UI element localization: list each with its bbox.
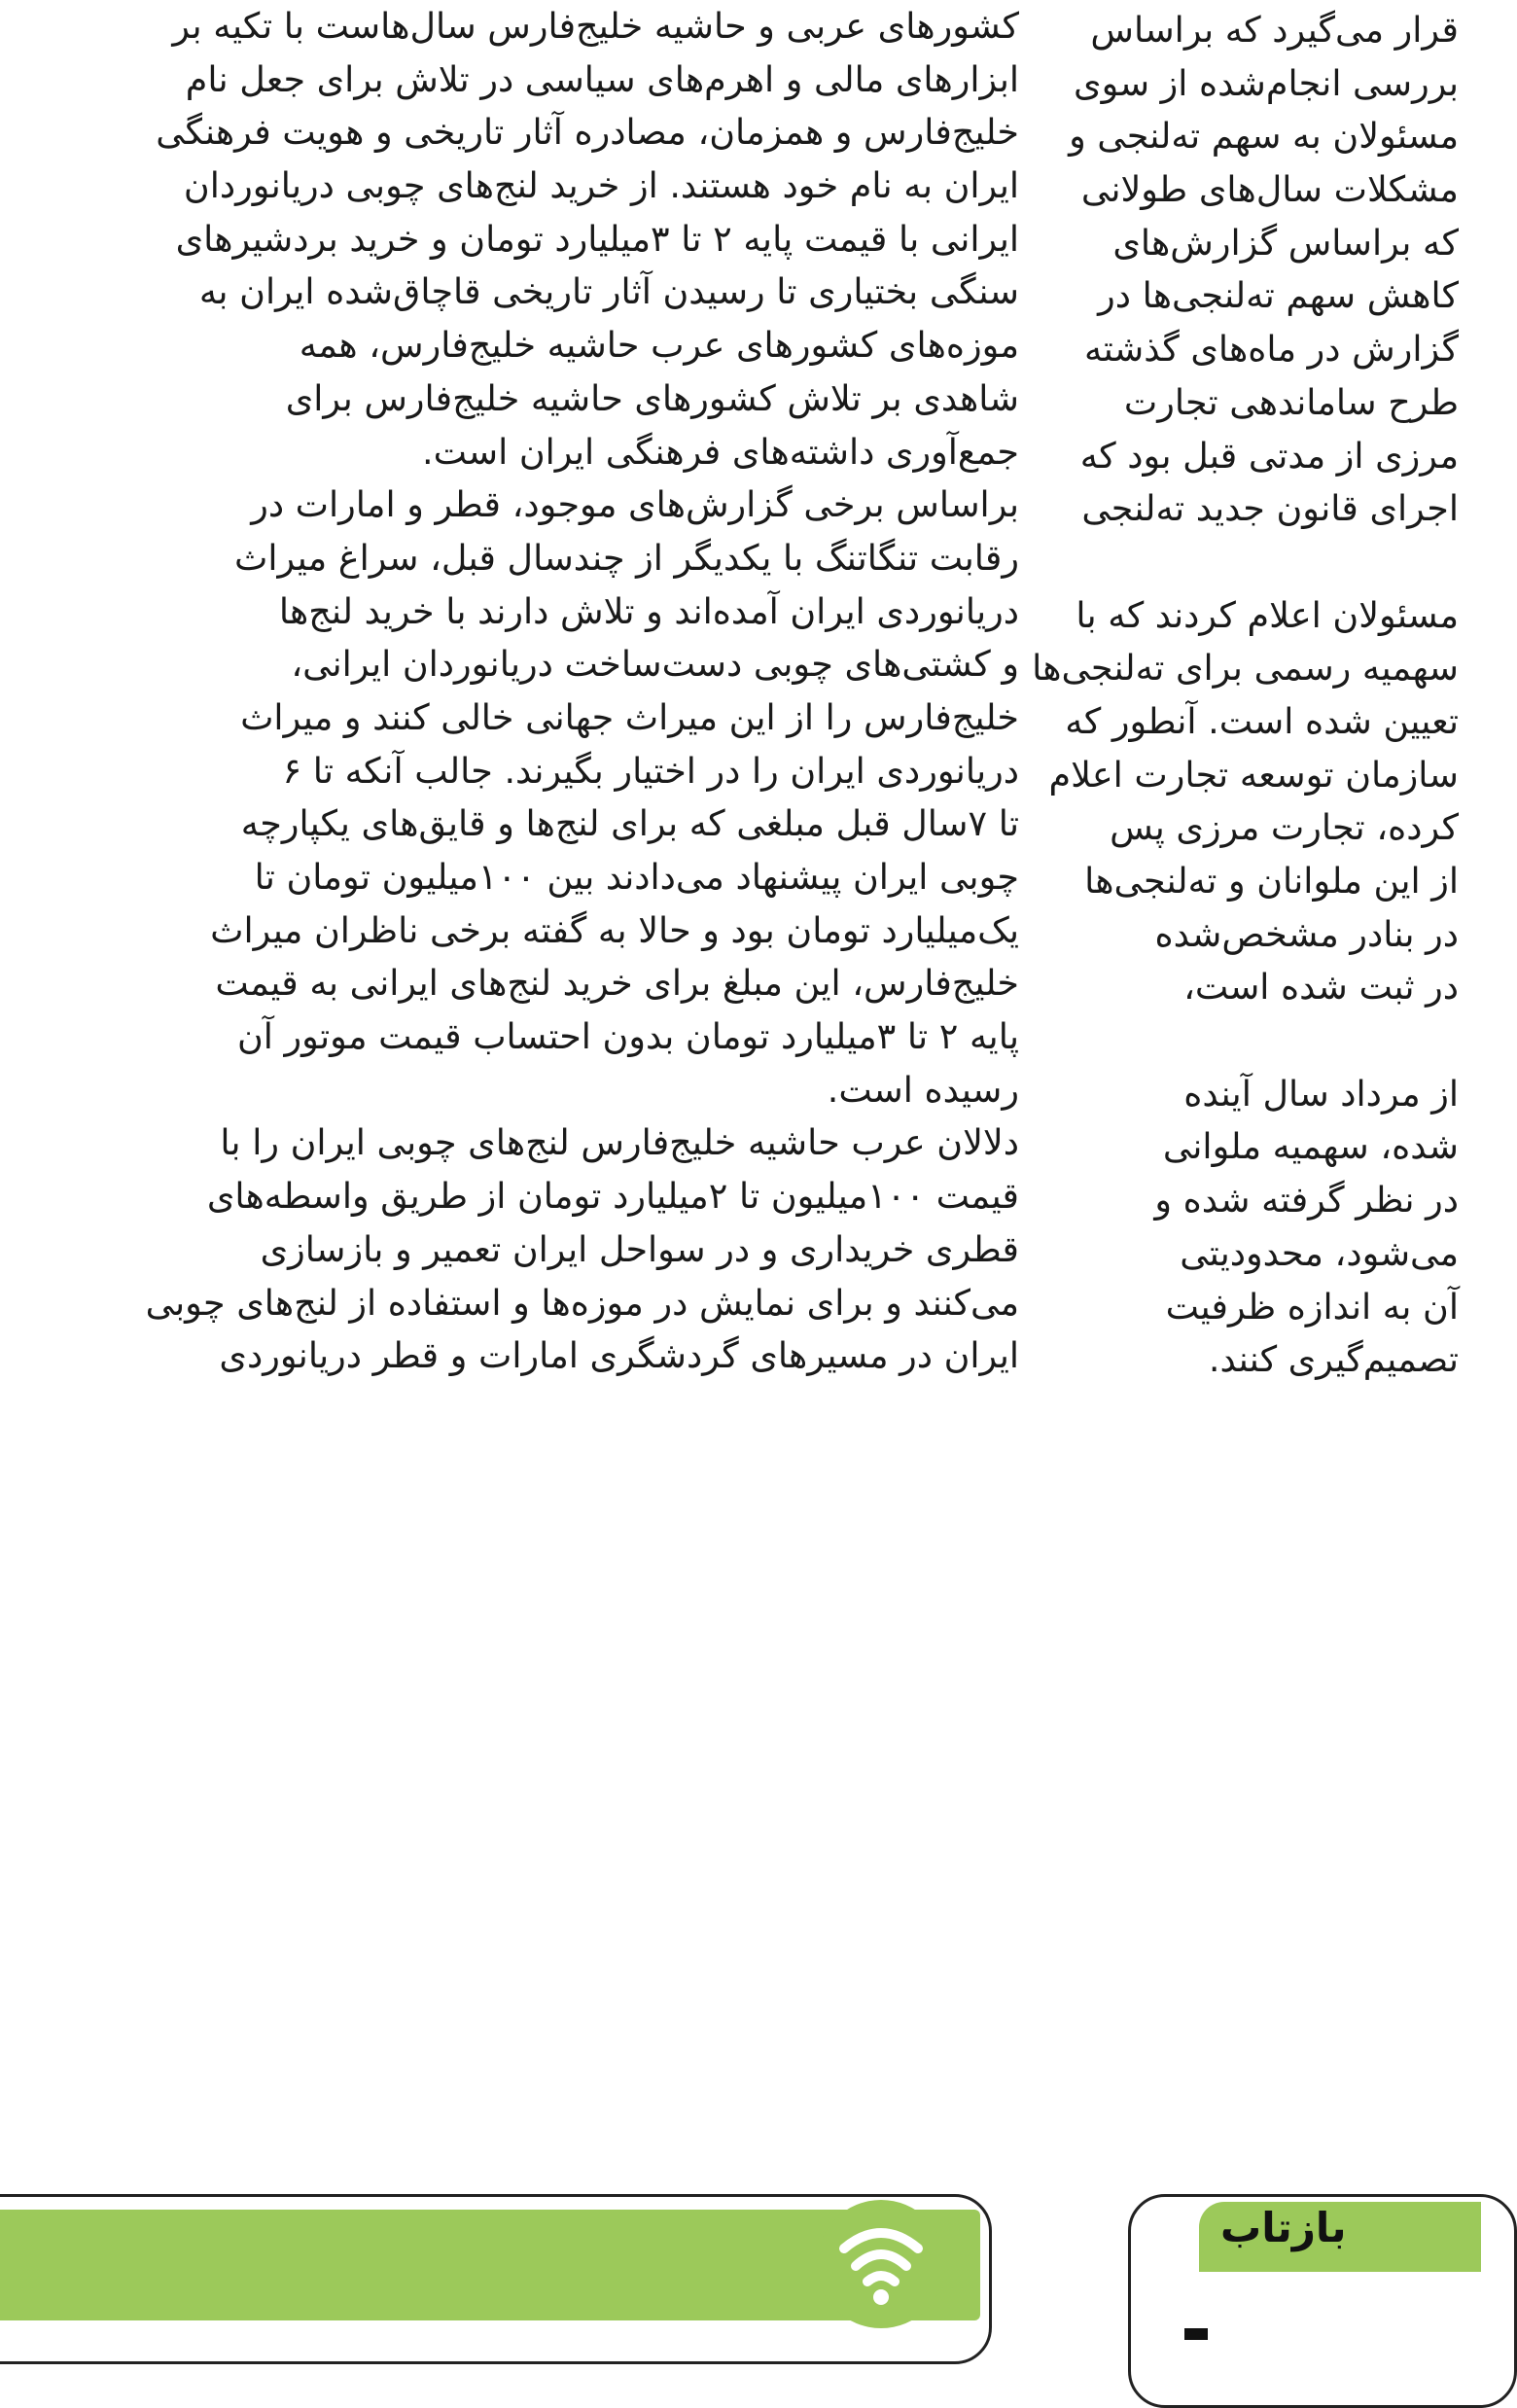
text-line: براساس برخی گزارش‌های موجود، قطر و امارات در xyxy=(251,483,1019,526)
text-line: دریانوردی ایران را در اختیار بگیرند. جالب آنکه تا ۶ xyxy=(282,749,1019,792)
text-line: قیمت ۱۰۰میلیون تا ۲میلیارد تومان از طریق واسطه‌های xyxy=(206,1175,1019,1218)
text-line: مرزی از مدتی قبل بود که xyxy=(1079,434,1459,477)
text-line: دریانوردی ایران آمده‌اند و تلاش دارند با خرید لنج‌ها xyxy=(278,589,1019,632)
text-line xyxy=(1111,1014,1459,1068)
wifi-icon-badge xyxy=(817,2200,945,2328)
text-line: قطری خریداری و در سواحل ایران تعمیر و بازسازی xyxy=(260,1227,1019,1270)
text-line: یک‌میلیارد تومان بود و حالا به گفته برخی ناظران میراث xyxy=(210,908,1019,951)
text-line: اجرای قانون جدید ته‌لنجی xyxy=(1081,487,1459,530)
text-line: ایران به نام خود هستند. از خرید لنج‌های چوبی دریانوردان xyxy=(183,164,1019,207)
text-line: قرار می‌گیرد که براساس xyxy=(1090,9,1459,51)
text-line: رقابت تنگاتنگ با یکدیگر از چندسال قبل، سراغ میراث xyxy=(234,536,1019,579)
article-side-column xyxy=(1032,0,1459,1387)
text-line: رسیده است. xyxy=(827,1068,1019,1111)
text-line: پایه ۲ تا ۳میلیارد تومان بدون احتساب قیمت موتور آن xyxy=(236,1015,1019,1058)
text-line: سهمیه رسمی برای ته‌لنجی‌ها xyxy=(1032,647,1459,690)
text-line: سنگی بختیاری تا رسیدن آثار تاریخی قاچاق‌شده ایران به xyxy=(198,270,1019,313)
wifi-icon xyxy=(838,2219,924,2309)
text-line: از این ملوانان و ته‌لنجی‌ها xyxy=(1084,860,1459,902)
text-line: تعیین شده است. آنطور که xyxy=(1065,699,1459,742)
text-line: شده، سهمیه ملوانی xyxy=(1162,1125,1459,1168)
text-line: مسئولان به سهم ته‌لنجی و xyxy=(1069,115,1459,158)
text-line: می‌کنند و برای نمایش در موزه‌ها و استفاده از لنج‌های چوبی xyxy=(145,1281,1019,1324)
text-line: در بنادر مشخص‌شده xyxy=(1154,912,1459,955)
text-line: در ثبت شده است، xyxy=(1183,966,1459,1009)
text-line: آن به اندازه ظرفیت xyxy=(1165,1285,1459,1328)
text-line: کاهش سهم ته‌لنجی‌ها در xyxy=(1098,274,1459,317)
text-line: از مرداد سال آینده xyxy=(1183,1072,1459,1115)
text-line: خلیج‌فارس را از این میراث جهانی خالی کنند و میراث xyxy=(240,695,1019,738)
text-line: ابزارهای مالی و اهرم‌های سیاسی در تلاش برای جعل نام xyxy=(185,57,1019,100)
text-line: خلیج‌فارس، این مبلغ برای خرید لنج‌های ایرانی به قیمت xyxy=(215,962,1019,1005)
text-line: چوبی ایران پیشنهاد می‌دادند بین ۱۰۰میلیون تومان تا xyxy=(254,856,1019,898)
text-line: ایرانی با قیمت پایه ۲ تا ۳میلیارد تومان و خرید بردشیرهای xyxy=(175,217,1019,260)
text-line: در نظر گرفته شده و xyxy=(1154,1179,1459,1222)
text-line: که براساس گزارش‌های xyxy=(1112,221,1459,264)
text-line: سازمان توسعه تجارت اعلام xyxy=(1048,753,1459,796)
text-line: تصمیم‌گیری کنند. xyxy=(1208,1338,1459,1381)
text-line: کرده، تجارت مرزی پس xyxy=(1110,806,1459,849)
article-main-column xyxy=(0,0,1019,1383)
text-line xyxy=(1111,536,1459,589)
text-line: جمع‌آوری داشته‌های فرهنگی ایران است. xyxy=(422,430,1019,473)
text-line: شاهدی بر تلاش کشورهای حاشیه خلیج‌فارس برای xyxy=(285,376,1019,419)
text-line: مشکلات سال‌های طولانی xyxy=(1080,168,1459,211)
text-line: بررسی انجام‌شده از سوی xyxy=(1074,61,1459,104)
text-line: طرح ساماندهی تجارت xyxy=(1123,380,1459,423)
text-line: مسئولان اعلام کردند که با xyxy=(1076,593,1459,636)
text-line: و کشتی‌های چوبی دست‌ساخت دریانوردان ایرانی، xyxy=(291,643,1019,686)
text-line: گزارش در ماه‌های گذشته xyxy=(1084,328,1459,371)
text-line: می‌شود، محدودیتی xyxy=(1180,1231,1459,1274)
text-line: کشورهای عربی و حاشیه خلیج‌فارس سال‌هاست با تکیه بر xyxy=(172,5,1019,47)
reflection-tab xyxy=(1199,2202,1481,2272)
text-line: دلالان عرب حاشیه خلیج‌فارس لنج‌های چوبی ایران را با xyxy=(220,1121,1019,1164)
text-line: ایران در مسیرهای گردشگری امارات و قطر دریانوردی xyxy=(219,1334,1019,1377)
text-line: موزه‌های کشورهای عرب حاشیه خلیج‌فارس، همه xyxy=(299,324,1019,367)
reflection-title: بازتاب xyxy=(1220,2204,1347,2251)
text-line: تا ۷سال قبل مبلغی که برای لنج‌ها و قایق‌های یکپارچه xyxy=(240,802,1019,845)
text-line: خلیج‌فارس و همزمان، مصادره آثار تاریخی و هویت فرهنگی xyxy=(156,111,1019,154)
reflection-mark xyxy=(1184,2328,1208,2340)
